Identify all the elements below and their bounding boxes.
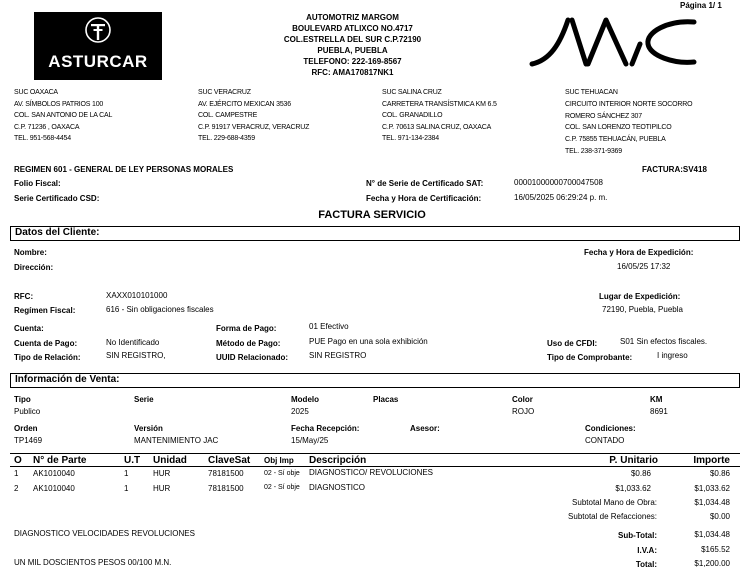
company-city: PUEBLA, PUEBLA bbox=[317, 46, 388, 55]
total-label: Total: bbox=[635, 560, 657, 569]
branch-line: ROMERO SÁNCHEZ 307 bbox=[565, 112, 642, 120]
forma-pago-value: 01 Efectivo bbox=[309, 322, 349, 331]
asesor-label: Asesor: bbox=[410, 424, 440, 433]
subtotal-value: $1,034.48 bbox=[694, 530, 730, 539]
direccion-label: Dirección: bbox=[14, 263, 54, 272]
branch-line: C.P. 91917 VERACRUZ, VERACRUZ bbox=[198, 123, 310, 131]
client-section-header bbox=[10, 226, 740, 241]
condiciones-value: CONTADO bbox=[585, 436, 625, 445]
client-section-title: Datos del Cliente: bbox=[15, 227, 100, 238]
company-address2: COL.ESTRELLA DEL SUR C.P.72190 bbox=[283, 35, 422, 44]
modelo-label: Modelo bbox=[291, 395, 319, 404]
uso-cfdi-label: Uso de CFDI: bbox=[547, 339, 598, 348]
company-address1: BOULEVARD ATLIXCO NO.4717 bbox=[292, 24, 413, 33]
col-o: O bbox=[14, 455, 22, 466]
branch-line: COL. GRANADILLO bbox=[382, 112, 443, 119]
orden-value: TP1469 bbox=[14, 436, 43, 445]
branch-line: AV. SÍMBOLOS PATRIOS 100 bbox=[14, 100, 104, 108]
metodo-pago-value: PUE Pago en una sola exhibición bbox=[309, 337, 428, 346]
col-objimp: Obj Imp bbox=[264, 456, 294, 465]
placas-label: Placas bbox=[373, 395, 399, 404]
tipo-comprobante-value: I ingreso bbox=[657, 351, 688, 360]
col-unidad: Unidad bbox=[153, 455, 187, 466]
subtotal-label: Sub-Total: bbox=[618, 531, 657, 540]
doc-title: FACTURA SERVICIO bbox=[318, 209, 426, 221]
company-rfc: RFC: AMA170817NK1 bbox=[311, 68, 394, 77]
company-phone: TELEFONO: 222-169-8567 bbox=[303, 57, 402, 66]
item-descripcion: DIAGNOSTICO bbox=[309, 483, 366, 492]
branch-line: COL. CAMPESTRE bbox=[198, 112, 258, 119]
col-ut: U.T bbox=[124, 455, 141, 466]
item-unitario: $1,033.62 bbox=[615, 484, 651, 493]
subtotal-refacciones-value: $0.00 bbox=[709, 512, 730, 521]
uuid-value: SIN REGISTRO bbox=[309, 351, 367, 360]
uso-cfdi-value: S01 Sin efectos fiscales. bbox=[620, 337, 708, 346]
version-label: Versión bbox=[134, 424, 163, 433]
regimen-fiscal-label: Regímen Fiscal: bbox=[14, 306, 76, 315]
folio-fiscal-label: Folio Fiscal: bbox=[14, 179, 61, 188]
cert-sat-label: N° de Serie de Certificado SAT: bbox=[366, 179, 484, 188]
col-importe: Importe bbox=[693, 455, 730, 466]
sale-section-title: Información de Venta: bbox=[15, 374, 120, 385]
rfc-value: XAXX010101000 bbox=[106, 291, 168, 300]
branch-line: AV. EJÉRCITO MEXICAN 3536 bbox=[198, 100, 291, 108]
tipo-label: Tipo bbox=[14, 395, 31, 404]
item-unitario: $0.86 bbox=[630, 469, 651, 478]
branch-line: SUC SALINA CRUZ bbox=[382, 89, 442, 96]
page-number: Página 1/ 1 bbox=[680, 1, 722, 10]
iva-label: I.V.A: bbox=[637, 546, 657, 555]
branch-line: SUC OAXACA bbox=[14, 89, 58, 96]
branch-line: TEL. 238-371-9369 bbox=[565, 147, 622, 155]
branch-oaxaca bbox=[14, 87, 112, 145]
orden-label: Orden bbox=[14, 424, 38, 433]
regimen-fiscal-value: 616 - Sin obligaciones fiscales bbox=[106, 305, 214, 314]
tipo-relacion-value: SIN REGISTRO, bbox=[106, 351, 166, 360]
fecha-cert-label: Fecha y Hora de Certificación: bbox=[366, 194, 482, 203]
col-clavesat: ClaveSat bbox=[208, 455, 251, 466]
item-ut: 1 bbox=[124, 484, 129, 493]
item-parte: AK1010040 bbox=[33, 484, 75, 493]
branch-line: C.P. 70613 SALINA CRUZ, OAXACA bbox=[382, 123, 492, 131]
cuenta-pago-value: No Identificado bbox=[106, 338, 160, 347]
rfc-label: RFC: bbox=[14, 292, 34, 301]
company-name: AUTOMOTRIZ MARGOM bbox=[306, 13, 399, 22]
km-label: KM bbox=[650, 395, 663, 404]
branch-line: COL. SAN LORENZO TEOTIPILCO bbox=[565, 124, 672, 132]
branch-line: COL. SAN ANTONIO DE LA CAL bbox=[14, 112, 113, 119]
item-o: 2 bbox=[14, 484, 19, 493]
fecha-recepcion-value: 15/May/25 bbox=[291, 436, 329, 445]
col-descripcion: Descripción bbox=[309, 455, 367, 466]
asturcar-logo bbox=[34, 12, 162, 80]
item-unidad: HUR bbox=[153, 469, 171, 478]
total-value: $1,200.00 bbox=[694, 559, 730, 568]
km-value: 8691 bbox=[650, 407, 668, 416]
item-importe: $1,033.62 bbox=[694, 484, 730, 493]
col-parte: N° de Parte bbox=[33, 455, 87, 466]
serie-label: Serie bbox=[134, 395, 154, 404]
item-o: 1 bbox=[14, 469, 19, 478]
forma-pago-label: Forma de Pago: bbox=[216, 324, 277, 333]
iva-value: $165.52 bbox=[701, 545, 730, 554]
cuenta-label: Cuenta: bbox=[14, 324, 44, 333]
items-header-rule bbox=[10, 466, 740, 467]
item-clavesat: 78181500 bbox=[208, 484, 244, 493]
branch-line: SUC VERACRUZ bbox=[198, 89, 251, 96]
item-unidad: HUR bbox=[153, 484, 171, 493]
branch-veracruz bbox=[198, 87, 309, 145]
branch-line: C.P. 71236 , OAXACA bbox=[14, 123, 80, 131]
factura-number: FACTURA:SV418 bbox=[642, 165, 707, 174]
col-unitario: P. Unitario bbox=[609, 455, 658, 466]
serie-csd-label: Serie Certificado CSD: bbox=[14, 194, 100, 203]
color-value: ROJO bbox=[512, 407, 535, 416]
observaciones: DIAGNOSTICO VELOCIDADES REVOLUCIONES bbox=[14, 529, 195, 538]
cuenta-pago-label: Cuenta de Pago: bbox=[14, 339, 78, 348]
subtotal-mano-obra-value: $1,034.48 bbox=[694, 498, 730, 507]
item-descripcion: DIAGNOSTICO/ REVOLUCIONES bbox=[309, 468, 434, 477]
item-objimp: 02 - Sí obje bbox=[264, 484, 300, 491]
branch-line: TEL. 229-688-4359 bbox=[198, 135, 255, 142]
item-importe: $0.86 bbox=[709, 469, 730, 478]
items-top-rule bbox=[10, 453, 740, 454]
regimen: REGIMEN 601 - GENERAL DE LEY PERSONAS MORALES bbox=[14, 165, 234, 174]
branch-tehuacan bbox=[565, 87, 692, 158]
lugar-exp-label: Lugar de Expedición: bbox=[599, 292, 681, 301]
fecha-exp-value: 16/05/25 17:32 bbox=[617, 262, 671, 271]
branch-line: TEL. 971-134-2384 bbox=[382, 135, 439, 142]
branch-line: SUC TEHUACAN bbox=[565, 89, 618, 96]
modelo-value: 2025 bbox=[291, 407, 309, 416]
tipo-relacion-label: Tipo de Relación: bbox=[14, 353, 81, 362]
branch-salina-cruz bbox=[382, 87, 497, 145]
item-ut: 1 bbox=[124, 469, 129, 478]
importe-letra: UN MIL DOSCIENTOS PESOS 00/100 M.N. bbox=[14, 558, 172, 567]
fecha-cert-value: 16/05/2025 06:29:24 p. m. bbox=[514, 193, 608, 202]
tipo-value: Publico bbox=[14, 407, 41, 416]
condiciones-label: Condiciones: bbox=[585, 424, 636, 433]
cert-sat-value: 00001000000700047508 bbox=[514, 178, 603, 187]
fecha-exp-label: Fecha y Hora de Expedición: bbox=[584, 248, 694, 257]
branch-line: CIRCUITO INTERIOR NORTE SOCORRO bbox=[565, 100, 693, 108]
item-parte: AK1010040 bbox=[33, 469, 75, 478]
nombre-label: Nombre: bbox=[14, 248, 47, 257]
item-objimp: 02 - Sí obje bbox=[264, 470, 300, 477]
subtotal-refacciones-label: Subtotal de Refacciones: bbox=[568, 512, 657, 521]
branch-line: C.P. 75855 TEHUACÁN, PUEBLA bbox=[565, 136, 666, 144]
branch-line: TEL. 951-568-4454 bbox=[14, 135, 71, 142]
company-header bbox=[200, 12, 505, 78]
metodo-pago-label: Método de Pago: bbox=[216, 339, 281, 348]
item-clavesat: 78181500 bbox=[208, 469, 244, 478]
asturcar-logo-text: ASTURCAR bbox=[48, 52, 148, 71]
tipo-comprobante-label: Tipo de Comprobante: bbox=[547, 353, 633, 362]
lugar-exp-value: 72190, Puebla, Puebla bbox=[602, 305, 683, 314]
subtotal-mano-obra-label: Subtotal Mano de Obra: bbox=[572, 498, 657, 507]
color-label: Color bbox=[512, 395, 533, 404]
fecha-recepcion-label: Fecha Recepción: bbox=[291, 424, 360, 433]
jac-logo bbox=[528, 14, 698, 70]
uuid-label: UUID Relacionado: bbox=[216, 353, 289, 362]
sale-section-header bbox=[10, 373, 740, 388]
version-value: MANTENIMIENTO JAC bbox=[134, 436, 219, 445]
branch-line: CARRETERA TRANSÍSTMICA KM 6.5 bbox=[382, 100, 497, 108]
